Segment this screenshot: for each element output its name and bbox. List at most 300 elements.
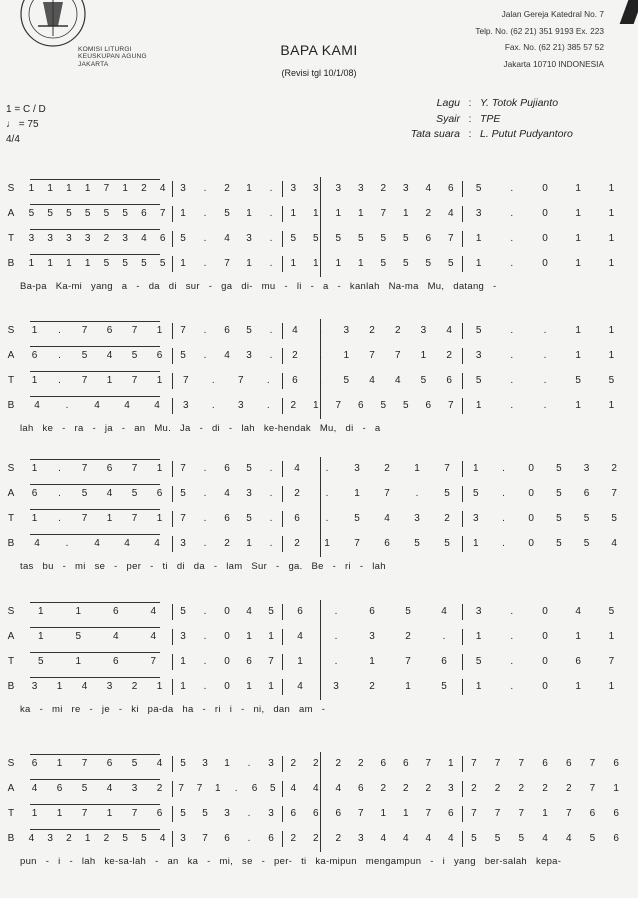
- note: 1: [246, 538, 252, 549]
- note: 4: [31, 783, 38, 794]
- credit-value: Y. Totok Pujianto: [480, 97, 559, 109]
- note: 7: [131, 325, 138, 336]
- measure-notes: [172, 463, 282, 474]
- note: 1: [608, 681, 615, 692]
- note: 5: [28, 208, 35, 219]
- note: 5: [37, 656, 44, 667]
- note: 1: [180, 258, 186, 269]
- voice-label: S: [7, 758, 15, 769]
- note: 4: [384, 513, 390, 524]
- note: 3: [414, 513, 420, 524]
- note: 4: [150, 606, 157, 617]
- note: 7: [425, 758, 432, 769]
- note: 1: [297, 656, 303, 667]
- note: 3: [475, 606, 482, 617]
- note: 5: [575, 375, 581, 386]
- note: 7: [384, 488, 390, 499]
- note: .: [269, 538, 273, 549]
- note: 4: [402, 833, 409, 844]
- note: .: [58, 463, 61, 474]
- measure-notes: [172, 400, 282, 411]
- note: 1: [75, 656, 82, 667]
- key-signature: [6, 102, 46, 147]
- note: 6: [425, 400, 432, 411]
- note: 7: [131, 513, 138, 524]
- measure-notes: [282, 233, 462, 244]
- note: 6: [156, 808, 163, 819]
- measure-notes: [462, 513, 628, 524]
- lyric-text: Ba-pa Ka-mi yang a - da di sur - ga di- mu - li - a - kanlah Na-ma Mu, datang -: [20, 281, 497, 292]
- note: 5: [518, 833, 525, 844]
- beam-line: [30, 534, 160, 535]
- measure-notes: [172, 350, 282, 361]
- beam-line: [30, 779, 160, 780]
- note: 5: [180, 233, 186, 244]
- note: 5: [81, 488, 88, 499]
- system-bar-line: [320, 457, 321, 557]
- note: .: [58, 513, 61, 524]
- measure-notes: [172, 183, 282, 194]
- note: 5: [425, 258, 432, 269]
- measure-notes: [462, 631, 628, 642]
- note: 5: [122, 258, 128, 269]
- note: 1: [357, 208, 364, 219]
- measure-notes: [172, 833, 282, 844]
- note: 6: [542, 758, 548, 769]
- measure-notes: [22, 258, 172, 269]
- measure-notes: [462, 758, 628, 769]
- note: 6: [224, 513, 230, 524]
- measure-notes: [282, 606, 462, 617]
- note: 1: [28, 183, 35, 194]
- beam-line: [30, 321, 160, 322]
- note: 1: [84, 833, 91, 844]
- note: 1: [324, 538, 330, 549]
- note: 0: [542, 208, 548, 219]
- address-line: Jalan Gereja Katedral No. 7: [501, 9, 604, 19]
- note: .: [203, 258, 207, 269]
- note: 1: [84, 258, 91, 269]
- measure-notes: [282, 325, 462, 336]
- note: 5: [122, 208, 128, 219]
- voice-label: S: [7, 606, 15, 617]
- voice-label: A: [7, 631, 15, 642]
- note: .: [203, 681, 207, 692]
- note: 5: [290, 233, 297, 244]
- measure-notes: [282, 350, 462, 361]
- note: 6: [292, 375, 298, 386]
- note: 5: [246, 325, 252, 336]
- note: 4: [141, 233, 147, 244]
- note: 1: [56, 681, 63, 692]
- note: 4: [335, 783, 342, 794]
- note: 1: [224, 758, 230, 769]
- note: 5: [380, 258, 387, 269]
- note: 5: [583, 538, 590, 549]
- beam-line: [30, 804, 160, 805]
- note: 5: [608, 375, 615, 386]
- note: 0: [542, 183, 548, 194]
- note: 3: [246, 233, 252, 244]
- measure-notes: [282, 631, 462, 642]
- note: 2: [335, 758, 342, 769]
- note: 4: [575, 606, 581, 617]
- beam-line: [30, 459, 160, 460]
- measure-notes: [22, 325, 172, 336]
- note: 2: [290, 400, 297, 411]
- note: .: [269, 233, 273, 244]
- measure-notes: [22, 681, 172, 692]
- note: 5: [246, 463, 252, 474]
- note: 6: [112, 606, 119, 617]
- note: .: [211, 375, 215, 386]
- note: 3: [122, 233, 128, 244]
- note: 5: [402, 400, 409, 411]
- note: 6: [31, 488, 38, 499]
- note: 5: [441, 681, 447, 692]
- note: 1: [608, 183, 615, 194]
- measure-notes: [172, 758, 282, 769]
- note: .: [269, 513, 273, 524]
- note: 3: [402, 183, 409, 194]
- note: 1: [246, 681, 252, 692]
- voice-label: T: [7, 808, 15, 819]
- note: 2: [294, 538, 300, 549]
- note: 0: [528, 488, 534, 499]
- note: 5: [414, 538, 420, 549]
- note: 1: [335, 208, 342, 219]
- measure-notes: [282, 681, 462, 692]
- song-title: BAPA KAMI: [280, 42, 358, 58]
- note: 1: [575, 681, 581, 692]
- note: .: [269, 463, 273, 474]
- beam-line: [30, 204, 160, 205]
- note: 5: [66, 208, 72, 219]
- voice-label: S: [7, 183, 15, 194]
- note: 5: [84, 208, 91, 219]
- measure-notes: [172, 631, 282, 642]
- note: 7: [494, 758, 501, 769]
- measure-notes: [172, 538, 282, 549]
- note: 1: [156, 463, 163, 474]
- note: 4: [112, 631, 119, 642]
- note: 5: [81, 783, 88, 794]
- measure-notes: [462, 375, 628, 386]
- note: 4: [154, 400, 160, 411]
- note: .: [266, 400, 270, 411]
- note: 1: [31, 325, 38, 336]
- note: 7: [447, 233, 454, 244]
- note: 5: [475, 183, 482, 194]
- note: .: [203, 208, 207, 219]
- note: 5: [103, 258, 110, 269]
- note: 0: [224, 656, 230, 667]
- note: 7: [196, 783, 203, 794]
- note: 7: [369, 350, 375, 361]
- address-line: Jakarta 10710 INDONESIA: [503, 59, 604, 70]
- lyric-line: [20, 423, 630, 434]
- beam-line: [30, 346, 160, 347]
- note: 7: [565, 808, 572, 819]
- note: 0: [542, 681, 548, 692]
- lyric-line: [20, 561, 630, 572]
- measure-notes: [462, 233, 628, 244]
- system-bar-line: [320, 319, 321, 419]
- note: 4: [224, 350, 230, 361]
- beam-line: [30, 179, 160, 180]
- measure-notes: [22, 208, 172, 219]
- note: 0: [542, 258, 548, 269]
- note: 5: [589, 833, 596, 844]
- note: 4: [611, 538, 617, 549]
- note: 7: [380, 208, 387, 219]
- measure-notes: [462, 538, 628, 549]
- note: 1: [28, 258, 35, 269]
- note: 1: [180, 208, 186, 219]
- note: 5: [180, 758, 186, 769]
- measure-notes: [22, 656, 172, 667]
- note: 2: [425, 208, 432, 219]
- note: 6: [335, 808, 342, 819]
- measure-notes: [172, 488, 282, 499]
- note: .: [510, 208, 514, 219]
- page-corner-shadow: [620, 0, 638, 24]
- note: 1: [31, 513, 38, 524]
- voice-label: T: [7, 656, 15, 667]
- note: 6: [246, 656, 252, 667]
- measure-notes: [282, 208, 462, 219]
- note: 7: [81, 758, 88, 769]
- measure-notes: [462, 258, 628, 269]
- note: .: [203, 538, 207, 549]
- note: 2: [312, 833, 319, 844]
- note: 7: [447, 400, 454, 411]
- note: 4: [224, 488, 230, 499]
- note: 6: [613, 833, 619, 844]
- note: .: [266, 375, 270, 386]
- note: 4: [292, 325, 298, 336]
- measure-notes: [22, 463, 172, 474]
- measure-notes: [22, 833, 172, 844]
- note: .: [269, 488, 273, 499]
- note: .: [510, 350, 514, 361]
- measure-notes: [22, 400, 172, 411]
- note: 1: [575, 183, 581, 194]
- voice-label: B: [7, 400, 15, 411]
- revision-date: (Revisi tgl 10/1/08): [281, 68, 357, 78]
- note: 1: [66, 183, 72, 194]
- note: 4: [106, 350, 113, 361]
- note: 5: [180, 808, 186, 819]
- note: 6: [224, 463, 230, 474]
- note: 2: [292, 350, 298, 361]
- note: 5: [141, 833, 147, 844]
- note: 6: [224, 325, 230, 336]
- note: 0: [224, 606, 230, 617]
- note: 6: [106, 758, 113, 769]
- note: 5: [405, 606, 411, 617]
- note: 1: [246, 631, 252, 642]
- note: 4: [441, 606, 447, 617]
- note: 2: [224, 183, 230, 194]
- note: 1: [608, 400, 615, 411]
- note: 1: [37, 631, 44, 642]
- note: 1: [122, 183, 128, 194]
- measure-notes: [462, 463, 628, 474]
- note: 6: [589, 808, 596, 819]
- note: 5: [471, 833, 477, 844]
- note: 1: [335, 258, 342, 269]
- note: .: [510, 606, 514, 617]
- org-line: KOMISI LITURGI: [78, 46, 132, 53]
- note: 3: [335, 183, 342, 194]
- note: 7: [268, 656, 274, 667]
- note: 0: [528, 463, 534, 474]
- note: 5: [180, 488, 186, 499]
- note: 2: [425, 783, 432, 794]
- note: 4: [156, 758, 163, 769]
- note: 7: [150, 656, 157, 667]
- note: 6: [141, 208, 147, 219]
- beam-line: [30, 754, 160, 755]
- credit-label: Syair: [436, 112, 460, 125]
- note: 3: [420, 325, 427, 336]
- note: 1: [542, 808, 548, 819]
- note: .: [203, 183, 207, 194]
- note: .: [269, 325, 273, 336]
- note: 4: [94, 538, 100, 549]
- note: 1: [575, 350, 581, 361]
- note: 0: [542, 606, 548, 617]
- note: 4: [94, 400, 100, 411]
- note: 2: [369, 325, 375, 336]
- note: 7: [589, 758, 596, 769]
- voice-label: A: [7, 208, 15, 219]
- note: .: [325, 488, 329, 499]
- note: 2: [380, 183, 387, 194]
- note: 1: [608, 631, 615, 642]
- note: 1: [475, 681, 482, 692]
- note: .: [269, 208, 273, 219]
- measure-notes: [22, 758, 172, 769]
- measure-notes: [462, 681, 628, 692]
- note: 5: [475, 656, 482, 667]
- note: 6: [425, 233, 432, 244]
- note: 6: [312, 808, 319, 819]
- note: 1: [475, 258, 482, 269]
- measure-notes: [282, 183, 462, 194]
- note: 3: [475, 350, 482, 361]
- beam-line: [30, 677, 160, 678]
- note: 2: [384, 463, 390, 474]
- note: 3: [475, 208, 482, 219]
- beam-line: [30, 396, 160, 397]
- credit-label: Lagu: [436, 97, 460, 109]
- note: 1: [575, 631, 581, 642]
- note: 3: [66, 233, 72, 244]
- measure-notes: [462, 400, 628, 411]
- note: 2: [405, 631, 411, 642]
- note: 3: [84, 233, 91, 244]
- note: 5: [420, 375, 427, 386]
- note: 6: [447, 183, 454, 194]
- note: 1: [156, 513, 163, 524]
- note: 6: [613, 808, 619, 819]
- measure-notes: [462, 656, 628, 667]
- note: 7: [180, 325, 186, 336]
- note: 3: [447, 783, 454, 794]
- note: 7: [81, 808, 88, 819]
- system-bar-line: [320, 177, 321, 277]
- note: 1: [31, 375, 38, 386]
- note: 7: [103, 183, 110, 194]
- note: 4: [425, 833, 432, 844]
- note: 1: [312, 400, 319, 411]
- note: 0: [528, 538, 534, 549]
- note: 1: [246, 183, 252, 194]
- note: 2: [141, 183, 147, 194]
- note: 2: [290, 833, 297, 844]
- note: 1: [475, 400, 482, 411]
- measure-notes: [282, 375, 462, 386]
- note: 4: [447, 208, 454, 219]
- note: 1: [414, 463, 420, 474]
- note: 2: [565, 783, 572, 794]
- measure-notes: [282, 463, 462, 474]
- measure-notes: [282, 808, 462, 819]
- credit-label: Tata suara: [410, 128, 460, 140]
- note: 1: [156, 375, 163, 386]
- note: 1: [575, 258, 581, 269]
- measure-notes: [462, 488, 628, 499]
- note: 1: [575, 208, 581, 219]
- note: 4: [28, 833, 35, 844]
- note: .: [203, 656, 207, 667]
- note: 1: [31, 808, 38, 819]
- note: 6: [156, 350, 163, 361]
- note: 5: [475, 375, 482, 386]
- note: .: [510, 183, 514, 194]
- note: .: [234, 783, 238, 794]
- note: 1: [369, 656, 375, 667]
- measure-notes: [282, 783, 462, 794]
- note: 1: [405, 681, 411, 692]
- note: 6: [384, 538, 390, 549]
- note: 1: [608, 208, 615, 219]
- note: 2: [66, 833, 72, 844]
- note: .: [203, 513, 207, 524]
- key-do: 1 = C / D: [6, 104, 46, 115]
- note: 1: [75, 606, 82, 617]
- note: 7: [335, 400, 342, 411]
- note: 5: [357, 233, 364, 244]
- note: 7: [425, 808, 432, 819]
- note: 5: [556, 538, 562, 549]
- note: 4: [297, 681, 303, 692]
- credit-row: Syair : TPE: [380, 112, 573, 128]
- note: .: [510, 631, 514, 642]
- note: 1: [180, 681, 186, 692]
- note: 3: [473, 513, 479, 524]
- note: 1: [575, 400, 581, 411]
- note: 2: [131, 681, 138, 692]
- note: 3: [31, 681, 38, 692]
- note: 1: [473, 463, 479, 474]
- note: 5: [202, 808, 208, 819]
- note: 1: [246, 258, 252, 269]
- note: 5: [354, 513, 360, 524]
- note: 5: [268, 606, 274, 617]
